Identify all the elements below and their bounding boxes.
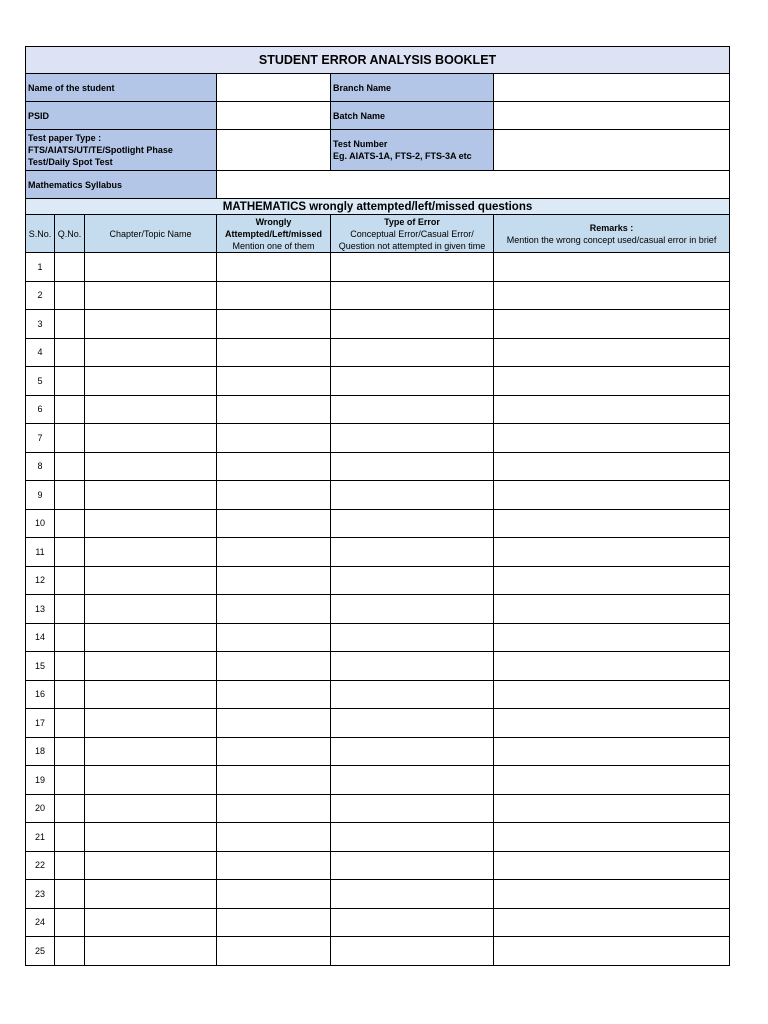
col-header-wrongly xyxy=(217,215,331,253)
table-row xyxy=(26,794,730,823)
qno-cell[interactable] xyxy=(55,794,85,823)
row-sno: 24 xyxy=(26,908,55,937)
remarks-cell[interactable] xyxy=(494,538,730,567)
chapter-cell[interactable] xyxy=(85,310,217,339)
chapter-cell[interactable] xyxy=(85,823,217,852)
error-type-cell[interactable] xyxy=(331,937,494,966)
row-sno: 20 xyxy=(26,794,55,823)
table-row xyxy=(26,851,730,880)
qno-cell[interactable] xyxy=(55,623,85,652)
remarks-cell[interactable] xyxy=(494,851,730,880)
col-header-error-type xyxy=(331,215,494,253)
attempt-status-cell[interactable] xyxy=(217,481,331,510)
test-number-label xyxy=(331,130,494,171)
qno-cell[interactable] xyxy=(55,424,85,453)
chapter-cell[interactable] xyxy=(85,595,217,624)
table-row xyxy=(26,310,730,339)
attempt-status-cell[interactable] xyxy=(217,395,331,424)
chapter-cell[interactable] xyxy=(85,538,217,567)
error-type-cell[interactable] xyxy=(331,481,494,510)
table-row xyxy=(26,538,730,567)
chapter-cell[interactable] xyxy=(85,880,217,909)
table-row xyxy=(26,367,730,396)
remarks-cell[interactable] xyxy=(494,424,730,453)
remarks-cell[interactable] xyxy=(494,310,730,339)
qno-cell[interactable] xyxy=(55,709,85,738)
qno-cell[interactable] xyxy=(55,310,85,339)
remarks-cell[interactable] xyxy=(494,623,730,652)
remarks-cell[interactable] xyxy=(494,737,730,766)
row-sno: 17 xyxy=(26,709,55,738)
error-type-cell[interactable] xyxy=(331,338,494,367)
chapter-cell[interactable] xyxy=(85,338,217,367)
error-type-cell[interactable] xyxy=(331,908,494,937)
booklet-title: STUDENT ERROR ANALYSIS BOOKLET xyxy=(26,47,730,74)
row-sno: 11 xyxy=(26,538,55,567)
row-sno: 16 xyxy=(26,680,55,709)
row-sno: 8 xyxy=(26,452,55,481)
error-type-cell[interactable] xyxy=(331,851,494,880)
row-sno: 21 xyxy=(26,823,55,852)
attempt-status-cell[interactable] xyxy=(217,338,331,367)
qno-cell[interactable] xyxy=(55,338,85,367)
remarks-cell[interactable] xyxy=(494,367,730,396)
chapter-cell[interactable] xyxy=(85,452,217,481)
qno-cell[interactable] xyxy=(55,908,85,937)
error-type-cell[interactable] xyxy=(331,709,494,738)
error-type-cell[interactable] xyxy=(331,794,494,823)
remarks-cell[interactable] xyxy=(494,281,730,310)
remarks-cell[interactable] xyxy=(494,766,730,795)
table-row xyxy=(26,908,730,937)
table-row xyxy=(26,424,730,453)
attempt-status-cell[interactable] xyxy=(217,766,331,795)
test-paper-type-label-line2: FTS/AIATS/UT/TE/Spotlight Phase xyxy=(28,145,173,155)
row-sno: 22 xyxy=(26,851,55,880)
remarks-cell[interactable] xyxy=(494,652,730,681)
chapter-cell[interactable] xyxy=(85,253,217,282)
error-type-cell[interactable] xyxy=(331,823,494,852)
error-type-cell[interactable] xyxy=(331,766,494,795)
col-header-sno: S.No. xyxy=(26,215,55,253)
attempt-status-cell[interactable] xyxy=(217,623,331,652)
table-row xyxy=(26,823,730,852)
remarks-cell[interactable] xyxy=(494,880,730,909)
row-sno: 1 xyxy=(26,253,55,282)
error-type-cell[interactable] xyxy=(331,424,494,453)
attempt-status-cell[interactable] xyxy=(217,794,331,823)
error-type-cell[interactable] xyxy=(331,509,494,538)
chapter-cell[interactable] xyxy=(85,851,217,880)
branch-name-field[interactable] xyxy=(494,74,730,102)
row-sno: 18 xyxy=(26,737,55,766)
error-type-cell[interactable] xyxy=(331,680,494,709)
error-type-cell[interactable] xyxy=(331,253,494,282)
remarks-cell[interactable] xyxy=(494,908,730,937)
col-header-wrongly-line1: Wrongly xyxy=(255,216,292,227)
section-title: MATHEMATICS wrongly attempted/left/missed questions xyxy=(26,199,730,215)
qno-cell[interactable] xyxy=(55,851,85,880)
remarks-cell[interactable] xyxy=(494,680,730,709)
col-header-remarks xyxy=(494,215,730,253)
attempt-status-cell[interactable] xyxy=(217,937,331,966)
branch-name-label: Branch Name xyxy=(331,74,494,102)
attempt-status-cell[interactable] xyxy=(217,566,331,595)
chapter-cell[interactable] xyxy=(85,367,217,396)
chapter-cell[interactable] xyxy=(85,737,217,766)
table-row xyxy=(26,566,730,595)
error-type-cell[interactable] xyxy=(331,395,494,424)
remarks-cell[interactable] xyxy=(494,481,730,510)
error-type-cell[interactable] xyxy=(331,538,494,567)
remarks-cell[interactable] xyxy=(494,452,730,481)
attempt-status-cell[interactable] xyxy=(217,310,331,339)
chapter-cell[interactable] xyxy=(85,652,217,681)
row-sno: 9 xyxy=(26,481,55,510)
qno-cell[interactable] xyxy=(55,566,85,595)
error-type-cell[interactable] xyxy=(331,367,494,396)
qno-cell[interactable] xyxy=(55,595,85,624)
row-sno: 7 xyxy=(26,424,55,453)
student-name-label: Name of the student xyxy=(26,74,217,102)
booklet-table xyxy=(25,46,730,966)
qno-cell[interactable] xyxy=(55,937,85,966)
attempt-status-cell[interactable] xyxy=(217,652,331,681)
remarks-cell[interactable] xyxy=(494,595,730,624)
col-header-error-type-line2: Conceptual Error/Casual Error/ xyxy=(350,228,474,239)
chapter-cell[interactable] xyxy=(85,424,217,453)
col-header-remarks-line1: Remarks : xyxy=(589,222,634,233)
chapter-cell[interactable] xyxy=(85,766,217,795)
remarks-cell[interactable] xyxy=(494,509,730,538)
table-row xyxy=(26,680,730,709)
error-type-cell[interactable] xyxy=(331,452,494,481)
error-type-cell[interactable] xyxy=(331,880,494,909)
attempt-status-cell[interactable] xyxy=(217,452,331,481)
attempt-status-cell[interactable] xyxy=(217,823,331,852)
table-row xyxy=(26,737,730,766)
remarks-cell[interactable] xyxy=(494,253,730,282)
chapter-cell[interactable] xyxy=(85,623,217,652)
row-sno: 5 xyxy=(26,367,55,396)
qno-cell[interactable] xyxy=(55,281,85,310)
chapter-cell[interactable] xyxy=(85,709,217,738)
error-type-cell[interactable] xyxy=(331,623,494,652)
syllabus-label: Mathematics Syllabus xyxy=(26,171,217,199)
qno-cell[interactable] xyxy=(55,880,85,909)
col-header-wrongly-line3: Mention one of them xyxy=(232,240,315,251)
col-header-remarks-line2: Mention the wrong concept used/casual error in brief xyxy=(506,234,717,245)
attempt-status-cell[interactable] xyxy=(217,281,331,310)
qno-cell[interactable] xyxy=(55,481,85,510)
test-number-label-line2: Eg. AIATS-1A, FTS-2, FTS-3A etc xyxy=(333,151,472,161)
error-type-cell[interactable] xyxy=(331,281,494,310)
test-number-label-line1: Test Number xyxy=(333,139,388,149)
syllabus-field[interactable] xyxy=(217,171,730,199)
psid-field[interactable] xyxy=(217,102,331,130)
row-sno: 2 xyxy=(26,281,55,310)
test-paper-type-label-line1: Test paper Type : xyxy=(28,133,102,143)
col-header-error-type-line3: Question not attempted in given time xyxy=(338,240,486,251)
table-row xyxy=(26,937,730,966)
attempt-status-cell[interactable] xyxy=(217,367,331,396)
remarks-cell[interactable] xyxy=(494,338,730,367)
error-type-cell[interactable] xyxy=(331,310,494,339)
attempt-status-cell[interactable] xyxy=(217,737,331,766)
qno-cell[interactable] xyxy=(55,253,85,282)
col-header-wrongly-line2: Attempted/Left/missed xyxy=(224,228,322,239)
row-sno: 23 xyxy=(26,880,55,909)
qno-cell[interactable] xyxy=(55,680,85,709)
row-sno: 10 xyxy=(26,509,55,538)
col-header-chapter: Chapter/Topic Name xyxy=(85,215,217,253)
test-paper-type-label-line3: Test/Daily Spot Test xyxy=(28,157,113,167)
chapter-cell[interactable] xyxy=(85,481,217,510)
attempt-status-cell[interactable] xyxy=(217,908,331,937)
chapter-cell[interactable] xyxy=(85,908,217,937)
attempt-status-cell[interactable] xyxy=(217,424,331,453)
row-sno: 15 xyxy=(26,652,55,681)
test-paper-type-label xyxy=(26,130,217,171)
table-row xyxy=(26,452,730,481)
table-row xyxy=(26,623,730,652)
student-name-field[interactable] xyxy=(217,74,331,102)
table-row xyxy=(26,766,730,795)
qno-cell[interactable] xyxy=(55,452,85,481)
remarks-cell[interactable] xyxy=(494,937,730,966)
row-sno: 25 xyxy=(26,937,55,966)
chapter-cell[interactable] xyxy=(85,566,217,595)
table-row xyxy=(26,595,730,624)
col-header-error-type-line1: Type of Error xyxy=(384,216,440,227)
row-sno: 13 xyxy=(26,595,55,624)
chapter-cell[interactable] xyxy=(85,509,217,538)
error-type-cell[interactable] xyxy=(331,737,494,766)
attempt-status-cell[interactable] xyxy=(217,253,331,282)
row-sno: 4 xyxy=(26,338,55,367)
attempt-status-cell[interactable] xyxy=(217,709,331,738)
error-type-cell[interactable] xyxy=(331,566,494,595)
row-sno: 12 xyxy=(26,566,55,595)
row-sno: 14 xyxy=(26,623,55,652)
test-number-field[interactable] xyxy=(494,130,730,171)
remarks-cell[interactable] xyxy=(494,566,730,595)
attempt-status-cell[interactable] xyxy=(217,680,331,709)
psid-label: PSID xyxy=(26,102,217,130)
test-paper-type-field[interactable] xyxy=(217,130,331,171)
qno-cell[interactable] xyxy=(55,509,85,538)
table-row xyxy=(26,652,730,681)
qno-cell[interactable] xyxy=(55,737,85,766)
qno-cell[interactable] xyxy=(55,766,85,795)
table-row xyxy=(26,880,730,909)
batch-name-label: Batch Name xyxy=(331,102,494,130)
attempt-status-cell[interactable] xyxy=(217,880,331,909)
remarks-cell[interactable] xyxy=(494,709,730,738)
chapter-cell[interactable] xyxy=(85,281,217,310)
col-header-qno: Q.No. xyxy=(55,215,85,253)
qno-cell[interactable] xyxy=(55,538,85,567)
chapter-cell[interactable] xyxy=(85,395,217,424)
batch-name-field[interactable] xyxy=(494,102,730,130)
row-sno: 19 xyxy=(26,766,55,795)
qno-cell[interactable] xyxy=(55,395,85,424)
row-sno: 3 xyxy=(26,310,55,339)
remarks-cell[interactable] xyxy=(494,823,730,852)
attempt-status-cell[interactable] xyxy=(217,509,331,538)
table-row xyxy=(26,709,730,738)
table-row xyxy=(26,253,730,282)
qno-cell[interactable] xyxy=(55,652,85,681)
chapter-cell[interactable] xyxy=(85,680,217,709)
attempt-status-cell[interactable] xyxy=(217,538,331,567)
error-analysis-sheet xyxy=(25,46,729,966)
remarks-cell[interactable] xyxy=(494,395,730,424)
chapter-cell[interactable] xyxy=(85,937,217,966)
table-row xyxy=(26,481,730,510)
chapter-cell[interactable] xyxy=(85,794,217,823)
table-row xyxy=(26,395,730,424)
qno-cell[interactable] xyxy=(55,367,85,396)
qno-cell[interactable] xyxy=(55,823,85,852)
error-type-cell[interactable] xyxy=(331,595,494,624)
table-row xyxy=(26,281,730,310)
table-row xyxy=(26,338,730,367)
attempt-status-cell[interactable] xyxy=(217,851,331,880)
row-sno: 6 xyxy=(26,395,55,424)
error-type-cell[interactable] xyxy=(331,652,494,681)
remarks-cell[interactable] xyxy=(494,794,730,823)
table-row xyxy=(26,509,730,538)
attempt-status-cell[interactable] xyxy=(217,595,331,624)
